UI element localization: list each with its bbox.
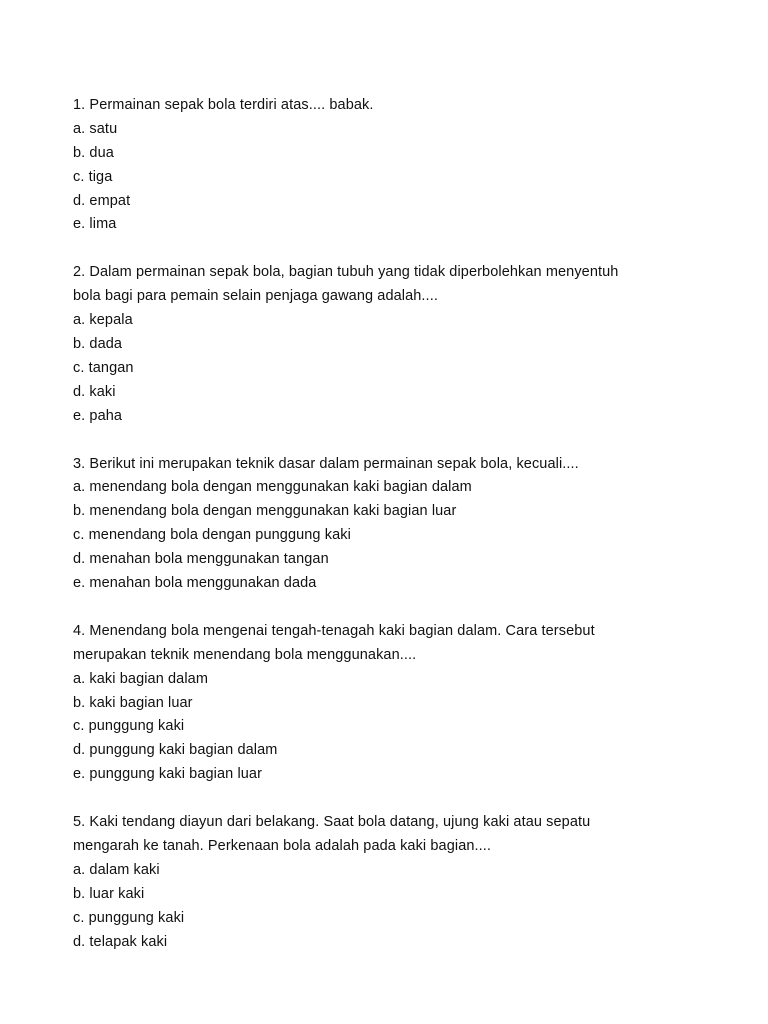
option-d: d. kaki <box>73 383 116 400</box>
option-d: d. menahan bola menggunakan tangan <box>73 551 329 568</box>
option-a: a. kepala <box>73 312 133 329</box>
question-3-options <box>73 476 713 595</box>
option-c: c. punggung kaki <box>73 718 185 735</box>
option-d: d. empat <box>73 192 131 209</box>
question-2 <box>73 261 713 428</box>
option-b: b. kaki bagian luar <box>73 694 193 711</box>
option-b: b. dua <box>73 144 114 161</box>
option-e: e. lima <box>73 216 117 233</box>
option-a: a. menendang bola dengan menggunakan kaki bagian dalam <box>73 479 472 496</box>
option-a: a. kaki bagian dalam <box>73 670 208 687</box>
question-5-options <box>73 859 713 955</box>
question-3 <box>73 453 713 596</box>
question-3-text: 3. Berikut ini merupakan teknik dasar dalam permainan sepak bola, kecuali.... <box>73 455 579 472</box>
option-c: c. menendang bola dengan punggung kaki <box>73 527 351 544</box>
question-5-text-line-2: mengarah ke tanah. Perkenaan bola adalah pada kaki bagian.... <box>73 838 492 855</box>
option-b: b. menendang bola dengan menggunakan kaki bagian luar <box>73 503 457 520</box>
question-2-text-line-2: bola bagi para pemain selain penjaga gawang adalah.... <box>73 288 438 305</box>
option-e: e. paha <box>73 407 123 424</box>
option-b: b. luar kaki <box>73 885 145 902</box>
question-4-text-line-2: merupakan teknik menendang bola menggunakan.... <box>73 646 417 663</box>
question-4 <box>73 620 713 787</box>
question-5 <box>73 811 713 954</box>
option-a: a. satu <box>73 120 118 137</box>
question-5-text-line-1: 5. Kaki tendang diayun dari belakang. Saat bola datang, ujung kaki atau sepatu <box>73 814 591 831</box>
option-c: c. tiga <box>73 168 113 185</box>
option-a: a. dalam kaki <box>73 861 160 878</box>
option-b: b. dada <box>73 336 123 353</box>
question-1-text: 1. Permainan sepak bola terdiri atas.... babak. <box>73 97 374 113</box>
option-e: e. menahan bola menggunakan dada <box>73 575 317 592</box>
question-4-options <box>73 668 713 787</box>
quiz-content <box>73 94 713 979</box>
question-1 <box>73 94 713 237</box>
option-d: d. punggung kaki bagian dalam <box>73 742 278 759</box>
question-4-text-line-1: 4. Menendang bola mengenai tengah-tenagah kaki bagian dalam. Cara tersebut <box>73 622 595 639</box>
option-d: d. telapak kaki <box>73 933 168 950</box>
question-2-text-line-1: 2. Dalam permainan sepak bola, bagian tubuh yang tidak diperbolehkan menyentuh <box>73 264 619 281</box>
question-2-options <box>73 309 713 428</box>
option-c: c. tangan <box>73 359 134 376</box>
question-1-options <box>73 118 713 237</box>
option-c: c. punggung kaki <box>73 909 185 926</box>
option-e: e. punggung kaki bagian luar <box>73 766 263 783</box>
